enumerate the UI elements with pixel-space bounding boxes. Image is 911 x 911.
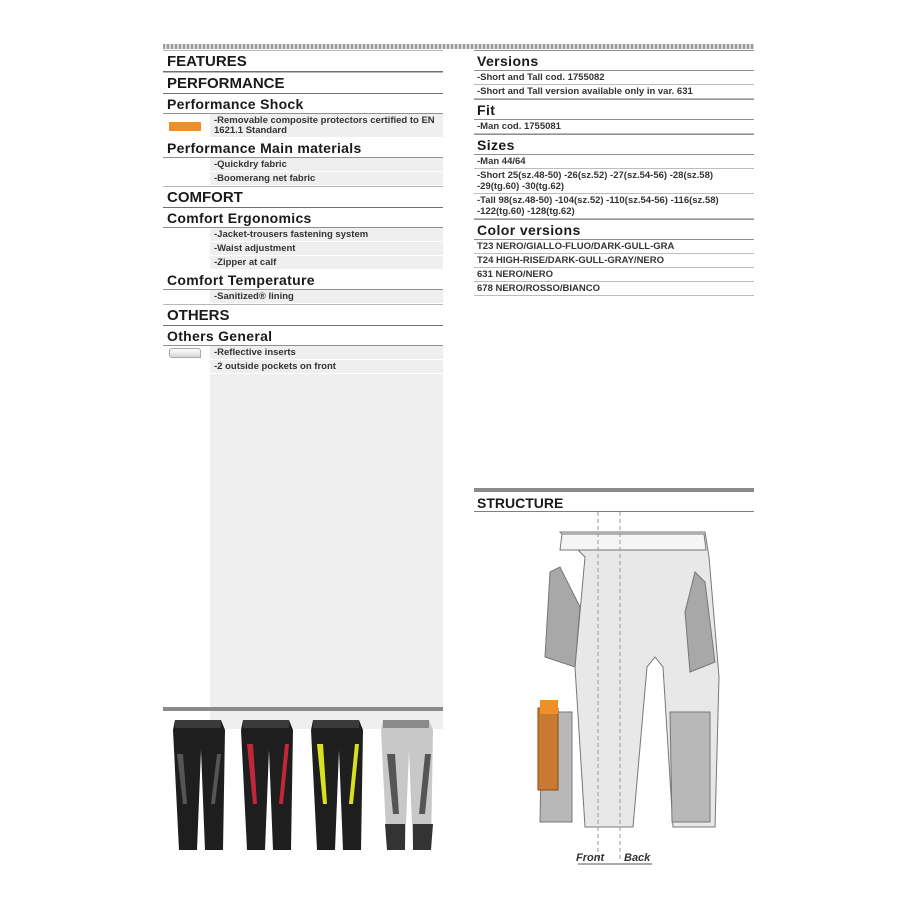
feature-text: -2 outside pockets on front xyxy=(210,360,443,374)
performance-heading: PERFORMANCE xyxy=(163,72,443,94)
color-variant-thumbnails xyxy=(163,714,443,859)
others-general-heading: Others General xyxy=(163,326,443,346)
feature-row xyxy=(163,242,443,256)
feature-text: -Jacket-trousers fastening system xyxy=(210,228,443,242)
feature-row xyxy=(163,114,443,138)
feature-row xyxy=(163,256,443,270)
feature-row xyxy=(163,158,443,172)
front-label: Front xyxy=(576,852,605,864)
sizes-item: -Tall 98(sz.48-50) -104(sz.52) -110(sz.54-56) -116(sz.58) -122(tg.60) -128(tg.62) xyxy=(474,194,754,219)
specs-column xyxy=(474,50,754,296)
color-version-item: 631 NERO/NERO xyxy=(474,268,754,282)
feature-text: -Waist adjustment xyxy=(210,242,443,256)
performance-materials-heading: Performance Main materials xyxy=(163,138,443,158)
structure-divider xyxy=(474,488,754,492)
fit-heading: Fit xyxy=(474,99,754,120)
versions-heading: Versions xyxy=(474,50,754,71)
feature-text: -Removable composite protectors certified to EN 1621.1 Standard xyxy=(210,114,443,138)
back-label: Back xyxy=(624,852,651,864)
feature-text: -Zipper at calf xyxy=(210,256,443,270)
comfort-heading: COMFORT xyxy=(163,186,443,208)
left-bottom-divider xyxy=(163,707,443,711)
fit-item: -Man cod. 1755081 xyxy=(474,120,754,134)
color-versions-heading: Color versions xyxy=(474,219,754,240)
knee-protector xyxy=(538,700,558,790)
feature-text: -Boomerang net fabric xyxy=(210,172,443,186)
feature-text: -Sanitized® lining xyxy=(210,290,443,304)
structure-heading: STRUCTURE xyxy=(474,495,754,512)
structure-diagram xyxy=(520,512,730,872)
color-version-item: T24 HIGH-RISE/DARK-GULL-GRAY/NERO xyxy=(474,254,754,268)
color-version-item: 678 NERO/ROSSO/BIANCO xyxy=(474,282,754,296)
top-divider xyxy=(163,44,754,49)
sizes-item: -Man 44/64 xyxy=(474,155,754,169)
color-version-item: T23 NERO/GIALLO-FLUO/DARK-GULL-GRA xyxy=(474,240,754,254)
versions-item: -Short and Tall version available only in var. 631 xyxy=(474,85,754,99)
feature-row xyxy=(163,346,443,360)
pants-outline xyxy=(540,532,719,827)
comfort-ergonomics-heading: Comfort Ergonomics xyxy=(163,208,443,228)
feature-row xyxy=(163,290,443,304)
orange-protector-swatch xyxy=(169,122,201,131)
feature-row xyxy=(163,360,443,374)
features-heading: FEATURES xyxy=(163,50,443,72)
pants-thumbnail-red xyxy=(241,720,293,850)
feature-text: -Reflective inserts xyxy=(210,346,443,360)
feature-text: -Quickdry fabric xyxy=(210,158,443,172)
pants-thumbnail-black xyxy=(173,720,225,850)
others-heading: OTHERS xyxy=(163,304,443,326)
reflective-swatch xyxy=(169,348,201,358)
performance-shock-heading: Performance Shock xyxy=(163,94,443,114)
empty-feature-area xyxy=(163,374,443,729)
comfort-temperature-heading: Comfort Temperature xyxy=(163,270,443,290)
swatch-cell xyxy=(163,114,210,138)
sizes-item: -Short 25(sz.48-50) -26(sz.52) -27(sz.54-56) -28(sz.58) -29(tg.60) -30(tg.62) xyxy=(474,169,754,194)
feature-row xyxy=(163,172,443,186)
features-column xyxy=(163,50,443,729)
sizes-heading: Sizes xyxy=(474,134,754,155)
feature-row xyxy=(163,228,443,242)
pants-thumbnail-gray xyxy=(381,720,433,850)
versions-item: -Short and Tall cod. 1755082 xyxy=(474,71,754,85)
pants-thumbnail-yellow xyxy=(311,720,363,850)
